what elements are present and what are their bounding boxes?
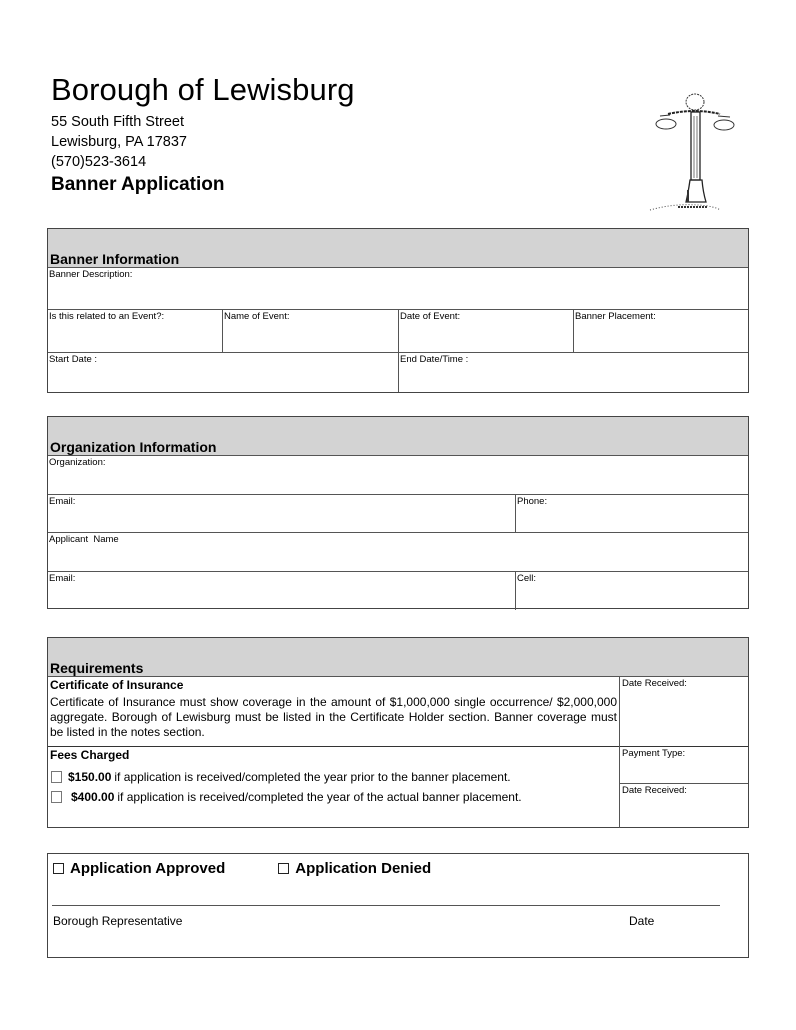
fees-title: Fees Charged — [50, 748, 130, 762]
banner-information-section — [47, 228, 749, 393]
field-label: Date Received: — [622, 785, 687, 796]
field-label: Is this related to an Event?: — [49, 311, 165, 322]
denied-label: Application Denied — [295, 860, 432, 877]
organization-field[interactable] — [48, 456, 748, 494]
borough-representative-label: Borough Representative — [53, 914, 183, 928]
fee-amount: $400.00 — [71, 790, 115, 804]
phone-field[interactable] — [516, 495, 748, 533]
fee-amount: $150.00 — [68, 770, 112, 784]
certificate-text: Certificate of Insurance must show coverage in the amount of $1,000,000 single occurrence/ $2,000,000 aggregate. Borough of Lewisburg must be listed in the Certificate Holder section. Banner coverage must be listed in the notes section. — [50, 695, 617, 739]
field-label: Cell: — [517, 572, 537, 584]
fee-option-150[interactable] — [50, 770, 617, 784]
banner-description-field[interactable] — [48, 268, 748, 309]
fee-option-400[interactable] — [50, 790, 617, 804]
banner-placement-field[interactable] — [574, 310, 748, 352]
certificate-title: Certificate of Insurance — [50, 678, 184, 692]
application-denied-option[interactable] — [278, 860, 431, 877]
fees-block — [48, 747, 619, 805]
start-date-field[interactable] — [48, 353, 399, 392]
field-label: Date of Event: — [400, 311, 461, 322]
checkbox[interactable] — [53, 863, 64, 874]
section-header — [48, 638, 748, 677]
certificate-date-received-field[interactable] — [620, 677, 748, 747]
address-city: Lewisburg, PA 17837 — [51, 134, 187, 150]
field-label: Banner Placement: — [575, 311, 656, 322]
field-label: Payment Type: — [622, 748, 686, 759]
checkbox[interactable] — [51, 791, 62, 803]
scales-of-justice-icon — [648, 90, 740, 216]
related-event-field[interactable] — [48, 310, 223, 352]
field-label: Email: — [49, 572, 76, 584]
checkbox[interactable] — [51, 771, 62, 783]
date-label: Date — [629, 914, 655, 928]
section-header — [48, 229, 748, 268]
fee-description: if application is received/completed the year prior to the banner placement. — [114, 770, 511, 784]
organization-email-field[interactable] — [48, 495, 516, 533]
fee-description: if application is received/completed the year of the actual banner placement. — [117, 790, 522, 804]
signature-line[interactable] — [52, 905, 720, 906]
cell-field[interactable] — [516, 572, 748, 611]
section-header — [48, 417, 748, 456]
field-label: Banner Description: — [49, 269, 133, 280]
field-label: End Date/Time : — [400, 354, 469, 365]
field-label: Date Received: — [622, 678, 687, 689]
requirements-section — [47, 637, 749, 828]
address-street: 55 South Fifth Street — [51, 114, 184, 130]
approval-section — [47, 853, 749, 958]
field-label: Email: — [49, 495, 76, 507]
event-date-field[interactable] — [399, 310, 574, 352]
certificate-of-insurance-block — [48, 677, 619, 747]
field-label: Applicant Name — [49, 534, 119, 545]
end-date-field[interactable] — [399, 353, 748, 392]
payment-type-field[interactable] — [620, 747, 748, 784]
applicant-name-field[interactable] — [48, 533, 748, 571]
field-label: Phone: — [517, 495, 548, 507]
organization-information-section — [47, 416, 749, 609]
applicant-email-field[interactable] — [48, 572, 516, 611]
form-title: Banner Application — [51, 174, 225, 195]
checkbox[interactable] — [278, 863, 289, 874]
field-label: Start Date : — [49, 354, 98, 365]
field-label: Name of Event: — [224, 311, 290, 322]
section-heading: Requirements — [50, 660, 144, 676]
organization-title: Borough of Lewisburg — [51, 72, 355, 107]
section-heading: Organization Information — [50, 439, 217, 455]
approved-label: Application Approved — [70, 860, 226, 877]
fees-date-received-field[interactable] — [620, 784, 748, 828]
phone-number: (570)523-3614 — [51, 154, 147, 170]
field-label: Organization: — [49, 457, 106, 468]
event-name-field[interactable] — [223, 310, 399, 352]
section-heading: Banner Information — [50, 251, 180, 267]
application-approved-option[interactable] — [53, 860, 225, 877]
